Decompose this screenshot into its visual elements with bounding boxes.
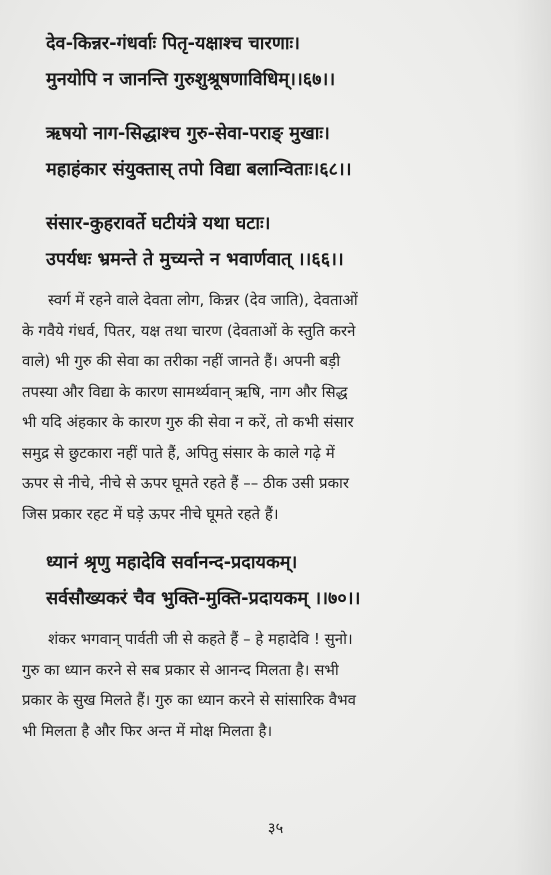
paragraph-line: भी यदि अंहकार के कारण गुरु की सेवा न करें, तो कभी संसार [22, 413, 354, 431]
paragraph-line: वाले) भी गुरु की सेवा का तरीका नहीं जानते हैं। अपनी बड़ी [22, 352, 341, 370]
paragraph-line: समुद्र से छुटकारा नहीं पाते हैं, अपितु संसार के काले गढ़े में [22, 443, 335, 462]
verse-line: मुनयोपि न जानन्ति गुरुशुश्रूषणाविधिम्।।६७।। [46, 69, 336, 90]
paragraph-line: ऊपर से नीचे, नीचे से ऊपर घूमते रहते हैं –– ठीक उसी प्रकार [22, 474, 350, 492]
commentary-paragraph [22, 285, 517, 529]
verse-line: देव-किन्नर-गंधर्वाः पितृ-यक्षाश्च चारणाः। [46, 33, 300, 54]
paragraph-line: तपस्या और विद्या के कारण सामर्थ्यवान् ऋषि, नाग और सिद्ध [22, 382, 348, 401]
verse-line: महाहंकार संयुक्तास् तपो विद्या बलान्विताः।६८।। [46, 159, 352, 180]
paragraph-line: जिस प्रकार रहट में घड़े ऊपर नीचे घूमते रहते हैं। [22, 504, 279, 523]
verse-70 [46, 545, 516, 617]
verse-line: सर्वसौख्यकरं चैव भुक्ति-मुक्ति-प्रदायकम् ।।७०।। [46, 588, 361, 609]
verse-line: उपर्यधः भ्रमन्ते ते मुच्यन्ते न भवार्णवात् ।।६६।। [46, 249, 344, 270]
page-number: ३५ [267, 819, 284, 837]
verse-line: संसार-कुहरावर्ते घटीयंत्रे यथा घटाः। [46, 213, 271, 234]
verse-69 [46, 206, 516, 278]
verse-68 [46, 116, 516, 188]
verse-67 [46, 26, 516, 98]
verse-line: ध्यानं श्रृणु महादेवि सर्वानन्द-प्रदायकम्। [46, 552, 298, 573]
paragraph-line: प्रकार के सुख मिलते हैं। गुरु का ध्यान करने से सांसारिक वैभव [22, 691, 356, 709]
commentary-paragraph [22, 624, 517, 746]
paragraph-line: स्वर्ग में रहने वाले देवता लोग, किन्नर (देव जाति), देवताओं [48, 291, 358, 309]
paragraph-line: भी मिलता है और फिर अन्त में मोक्ष मिलता है। [22, 721, 273, 740]
paragraph-line: के गवैये गंधर्व, पितर, यक्ष तथा चारण (देवताओं के स्तुति करने [22, 321, 356, 340]
paragraph-line: शंकर भगवान् पार्वती जी से कहते हैं – हे महादेवि ! सुनो। [48, 630, 353, 648]
verse-line: ऋषयो नाग-सिद्धाश्च गुरु-सेवा-पराङ् मुखाः। [46, 123, 330, 144]
paragraph-line: गुरु का ध्यान करने से सब प्रकार से आनन्द मिलता है। सभी [22, 660, 339, 679]
